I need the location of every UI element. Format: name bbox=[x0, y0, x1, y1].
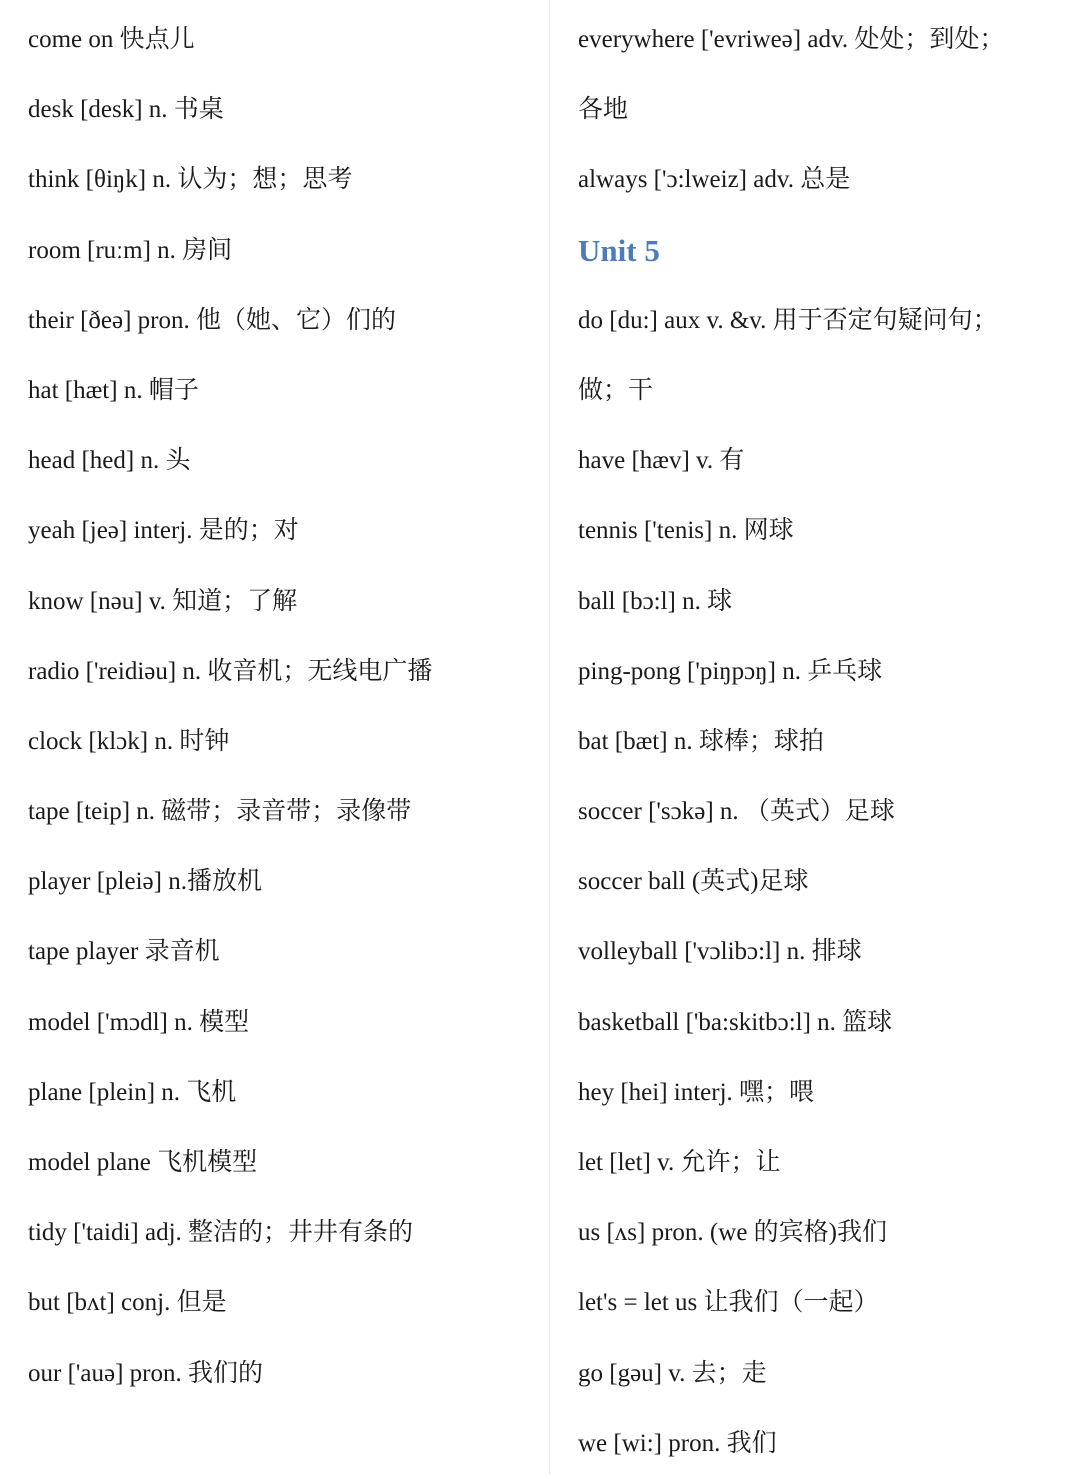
column-divider bbox=[549, 0, 550, 1474]
left-vocab-entry: yeah [jeə] interj. 是的；对 bbox=[28, 517, 299, 545]
right-vocab-entry: 各地 bbox=[578, 96, 629, 124]
right-vocab-entry: tennis ['tenis] n. 网球 bbox=[578, 517, 794, 545]
right-vocab-entry: 做；干 bbox=[578, 376, 654, 404]
left-vocab-entry: player [pleiə] n.播放机 bbox=[28, 868, 262, 896]
right-vocab-entry: ball [bɔ:l] n. 球 bbox=[578, 587, 733, 615]
unit-heading: Unit 5 bbox=[578, 232, 660, 268]
left-vocab-entry: radio ['reidiəu] n. 收音机；无线电广播 bbox=[28, 657, 433, 685]
left-column bbox=[28, 0, 538, 1409]
left-vocab-entry: clock [klɔk] n. 时钟 bbox=[28, 727, 230, 755]
right-vocab-entry: let's = let us 让我们（一起） bbox=[578, 1289, 879, 1317]
left-vocab-entry: our ['auə] pron. 我们的 bbox=[28, 1359, 263, 1387]
left-vocab-entry: plane [plein] n. 飞机 bbox=[28, 1078, 237, 1106]
right-vocab-entry: we [wi:] pron. 我们 bbox=[578, 1429, 777, 1457]
left-vocab-entry: come on 快点儿 bbox=[28, 26, 195, 53]
left-vocab-entry: model plane 飞机模型 bbox=[28, 1149, 258, 1176]
left-vocab-entry: tape [teip] n. 磁带；录音带；录像带 bbox=[28, 798, 412, 826]
left-vocab-entry: their [ðeə] pron. 他（她、它）们的 bbox=[28, 306, 396, 334]
right-vocab-entry: volleyball ['vɔlibɔ:l] n. 排球 bbox=[578, 938, 862, 966]
right-vocab-entry: let [let] v. 允许；让 bbox=[578, 1149, 781, 1176]
left-vocab-entry: model ['mɔdl] n. 模型 bbox=[28, 1008, 250, 1036]
left-vocab-entry: tidy ['taidi] adj. 整洁的；井井有条的 bbox=[28, 1219, 414, 1247]
right-vocab-entry: basketball ['ba:skitbɔ:l] n. 篮球 bbox=[578, 1008, 893, 1036]
right-column bbox=[578, 0, 1073, 1479]
right-vocab-entry: us [ʌs] pron. (we 的宾格)我们 bbox=[578, 1219, 887, 1247]
left-vocab-entry: tape player 录音机 bbox=[28, 938, 220, 966]
right-vocab-entry: bat [bæt] n. 球棒；球拍 bbox=[578, 727, 824, 755]
left-vocab-entry: think [θiŋk] n. 认为；想；思考 bbox=[28, 166, 353, 194]
right-vocab-entry: soccer ball (英式)足球 bbox=[578, 868, 809, 896]
left-vocab-entry: desk [desk] n. 书桌 bbox=[28, 96, 224, 124]
right-vocab-entry: everywhere ['evriweə] adv. 处处；到处； bbox=[578, 26, 1005, 53]
right-vocab-entry: soccer ['sɔkə] n. （英式）足球 bbox=[578, 798, 895, 826]
right-vocab-entry: go [gəu] v. 去；走 bbox=[578, 1359, 767, 1387]
left-vocab-entry: head [hed] n. 头 bbox=[28, 447, 191, 475]
right-vocab-entry: hey [hei] interj. 嘿；喂 bbox=[578, 1078, 815, 1106]
left-vocab-entry: know [nəu] v. 知道；了解 bbox=[28, 587, 298, 615]
right-vocab-entry: always ['ɔ:lweiz] adv. 总是 bbox=[578, 166, 851, 194]
left-vocab-entry: but [bʌt] conj. 但是 bbox=[28, 1289, 227, 1317]
right-vocab-entry: do [du:] aux v. &v. 用于否定句疑问句； bbox=[578, 306, 998, 334]
right-vocab-entry: have [hæv] v. 有 bbox=[578, 447, 745, 475]
right-vocab-entry: ping-pong ['piŋpɔŋ] n. 乒乓球 bbox=[578, 657, 883, 685]
left-vocab-entry: room [ruːm] n. 房间 bbox=[28, 236, 233, 264]
left-vocab-entry: hat [hæt] n. 帽子 bbox=[28, 376, 199, 404]
